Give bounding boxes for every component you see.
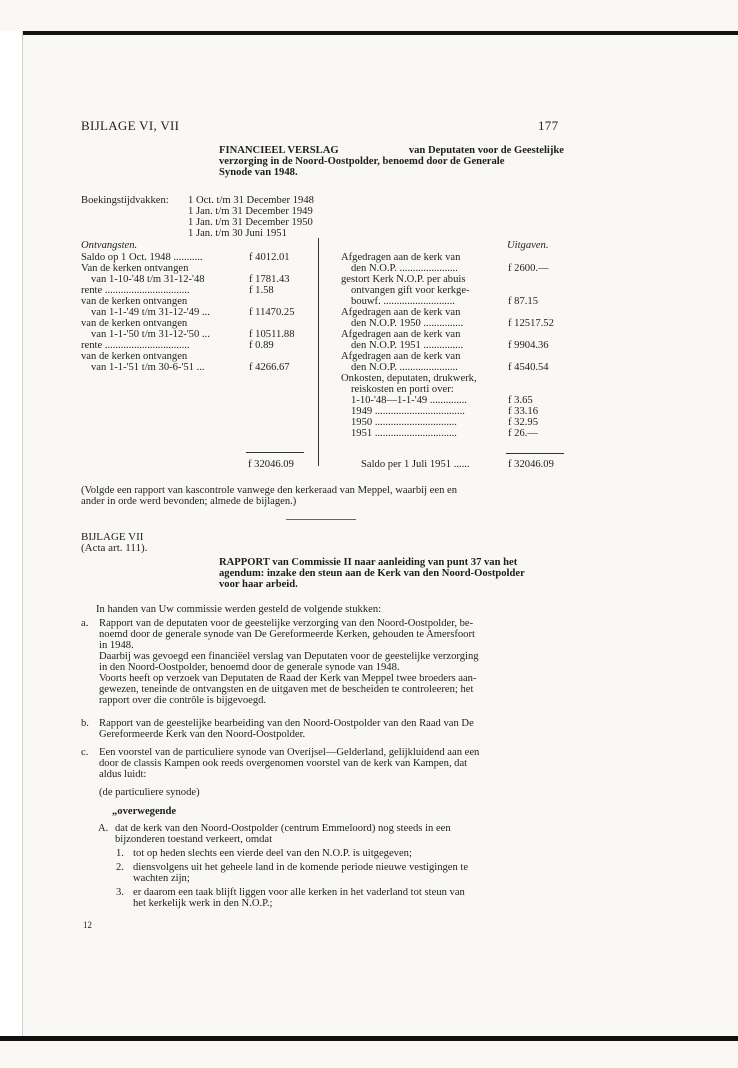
- income-row-amount: f 10511.88: [249, 329, 295, 340]
- report2-title-line3: voor haar arbeid.: [219, 579, 298, 590]
- expense-row-label: 1950 ...............................: [351, 417, 457, 428]
- expense-row-amount: f 33.16: [508, 406, 539, 417]
- expense-row-label: gestort Kerk N.O.P. per abuis: [341, 274, 466, 285]
- report2-title-line1: RAPPORT van Commissie II naar aanleiding van punt 37 van het: [219, 557, 518, 568]
- expense-row-label: reiskosten en porti over:: [351, 384, 454, 395]
- item-c-line: aldus luidt:: [99, 769, 147, 780]
- point-A-line: dat de kerk van den Noord-Oostpolder (centrum Emmeloord) nog steeds in een: [115, 823, 451, 834]
- income-row-amount: f 1781.43: [249, 274, 290, 285]
- expense-row-label: Afgedragen aan de kerk van: [341, 351, 461, 362]
- item-c-line: Een voorstel van de particuliere synode van Overijsel—Gelderland, gelijkluidend aan een: [99, 747, 480, 758]
- expense-row-label: 1951 ...............................: [351, 428, 457, 439]
- expense-row-label: Afgedragen aan de kerk van: [341, 252, 461, 263]
- particuliere-synode: (de particuliere synode): [99, 787, 200, 798]
- item-a-line: Rapport van de deputaten voor de geestelijke verzorging van den Noord-Oostpolder, be-: [99, 618, 474, 629]
- item-c-marker: c.: [81, 747, 89, 758]
- scan-edge-bottom: [0, 1036, 738, 1041]
- income-heading: Ontvangsten.: [81, 240, 138, 251]
- expense-row-label: 1949 ..................................: [351, 406, 465, 417]
- report2-title-line2: agendum: inzake den steun aan de Kerk van den Noord-Oostpolder: [219, 568, 525, 579]
- scan-edge-top: [0, 31, 738, 35]
- point-A-marker: A.: [98, 823, 109, 834]
- expense-row-amount: f 3.65: [508, 395, 533, 406]
- income-row-label: Van de kerken ontvangen: [81, 263, 189, 274]
- item-a-line: gewezen, teneinde de ontvangsten en de uitgaven met de bescheiden te controleeren; het: [99, 684, 474, 695]
- expenses-total: f 32046.09: [508, 459, 554, 470]
- expenses-heading: Uitgaven.: [507, 240, 549, 251]
- expense-row-label: 1-10-'48—1-1-'49 ..............: [351, 395, 467, 406]
- point-A-line: bijzonderen toestand verkeert, omdat: [115, 834, 273, 845]
- expense-row-amount: f 2600.—: [508, 263, 549, 274]
- numbered-item-line: er daarom een taak blijft liggen voor alle kerken in het vaderland tot steun van: [133, 887, 465, 898]
- income-row-label: van de kerken ontvangen: [81, 296, 188, 307]
- signature-mark: 12: [83, 920, 92, 930]
- expense-row-label: Afgedragen aan de kerk van: [341, 329, 461, 340]
- item-a-line: in den Noord-Oostpolder, benoemd door de generale synode van 1948.: [99, 662, 400, 673]
- numbered-item-marker: 1.: [116, 848, 124, 859]
- report1-title-line3: Synode van 1948.: [219, 167, 298, 178]
- income-row-amount: f 11470.25: [249, 307, 295, 318]
- expense-row-label: den N.O.P. ......................: [351, 263, 458, 274]
- income-row-label: van 1-1-'49 t/m 31-12-'49 ...: [91, 307, 210, 318]
- item-c-line: door de classis Kampen ook reeds overgenomen voorstel van de kerk van Kampen, dat: [99, 758, 468, 769]
- bijlage7-title: BIJLAGE VII: [81, 531, 144, 543]
- report1-title-bold: FINANCIEEL VERSLAG: [219, 145, 339, 156]
- body-intro: In handen van Uw commissie werden gesteld de volgende stukken:: [96, 604, 382, 615]
- booking-period: 1 Jan. t/m 30 Juni 1951: [188, 228, 287, 239]
- item-a-line: Daarbij was gevoegd een financiëel verslag van Deputaten voor de geestelijke verzorging: [99, 651, 479, 662]
- income-row-label: van 1-1-'50 t/m 31-12-'50 ...: [91, 329, 210, 340]
- income-row-label: van de kerken ontvangen: [81, 351, 188, 362]
- expense-row-amount: f 4540.54: [508, 362, 549, 373]
- expense-row-label: ontvangen gift voor kerkge-: [351, 285, 470, 296]
- expenses-total-rule: [506, 453, 564, 454]
- expense-row-amount: f 9904.36: [508, 340, 549, 351]
- income-row-label: van 1-10-'48 t/m 31-12-'48: [91, 274, 205, 285]
- item-b-line: Rapport van de geestelijke bearbeiding van den Noord-Oostpolder van den Raad van De: [99, 718, 474, 729]
- expense-row-amount: f 12517.52: [508, 318, 554, 329]
- section-divider: [286, 519, 356, 520]
- expense-row-label: Afgedragen aan de kerk van: [341, 307, 461, 318]
- income-row-amount: f 1.58: [249, 285, 274, 296]
- expense-row-amount: f 87.15: [508, 296, 539, 307]
- ledger-divider: [318, 238, 319, 466]
- item-a-marker: a.: [81, 618, 89, 629]
- income-row-label: rente ................................: [81, 285, 190, 296]
- booking-period: 1 Jan. t/m 31 December 1950: [188, 217, 313, 228]
- page-number: 177: [538, 118, 559, 133]
- income-row-label: van de kerken ontvangen: [81, 318, 188, 329]
- income-total-rule: [246, 452, 304, 453]
- report1-title-line1: [219, 145, 564, 156]
- income-row-label: rente ................................: [81, 340, 190, 351]
- expense-row-label: den N.O.P. 1951 ...............: [351, 340, 464, 351]
- numbered-item-line: het kerkelijk werk in den N.O.P.;: [133, 898, 273, 909]
- note-line2: ander in orde werd bevonden; almede de bijlagen.): [81, 496, 297, 507]
- report1-title-rest: van Deputaten voor de Geestelijke: [408, 145, 564, 156]
- expense-row-amount: f 32.95: [508, 417, 539, 428]
- expense-row-amount: f 26.—: [508, 428, 539, 439]
- expense-row-label: Onkosten, deputaten, drukwerk,: [341, 373, 477, 384]
- item-b-line: Gereformeerde Kerk van den Noord-Oostpolder.: [99, 729, 306, 740]
- saldo-label: Saldo per 1 Juli 1951 ......: [361, 459, 470, 470]
- scan-edge-left: [0, 31, 23, 1037]
- income-row-label: Saldo op 1 Oct. 1948 ...........: [81, 252, 203, 263]
- numbered-item-marker: 3.: [116, 887, 124, 898]
- item-a-line: Voorts heeft op verzoek van Deputaten de Raad der Kerk van Meppel twee broeders aan-: [99, 673, 477, 684]
- note-line1: (Volgde een rapport van kascontrole vanwege den kerkeraad van Meppel, waarbij een en: [81, 485, 458, 496]
- booking-period: 1 Oct. t/m 31 December 1948: [188, 195, 314, 206]
- numbered-item-line: tot op heden slechts een vierde deel van den N.O.P. is uitgegeven;: [133, 848, 412, 859]
- item-b-marker: b.: [81, 718, 89, 729]
- expense-row-label: den N.O.P. 1950 ...............: [351, 318, 464, 329]
- income-row-amount: f 0.89: [249, 340, 274, 351]
- bijlage7-ref: (Acta art. 111).: [81, 542, 148, 554]
- income-row-label: van 1-1-'51 t/m 30-6-'51 ...: [91, 362, 205, 373]
- numbered-item-line: wachten zijn;: [133, 873, 190, 884]
- running-header: BIJLAGE VI, VII: [81, 118, 180, 133]
- report1-title-line2: verzorging in de Noord-Oostpolder, benoemd door de Generale: [219, 156, 505, 167]
- item-a-line: in 1948.: [99, 640, 134, 651]
- booking-period: 1 Jan. t/m 31 December 1949: [188, 206, 313, 217]
- income-row-amount: f 4012.01: [249, 252, 290, 263]
- item-a-line: noemd door de generale synode van De Gereformeerde Kerken, gehouden te Amersfoort: [99, 629, 475, 640]
- expense-row-label: den N.O.P. ......................: [351, 362, 458, 373]
- numbered-item-line: diensvolgens uit het geheele land in de komende periode nieuwe vestigingen te: [133, 862, 469, 873]
- booking-label: Boekingstijdvakken:: [81, 195, 169, 206]
- income-total: f 32046.09: [248, 459, 294, 470]
- income-row-amount: f 4266.67: [249, 362, 290, 373]
- overwegende: „overwegende: [112, 806, 177, 817]
- expense-row-label: bouwf. ...........................: [351, 296, 455, 307]
- item-a-line: rapport over die contrôle is bijgevoegd.: [99, 695, 267, 706]
- numbered-item-marker: 2.: [116, 862, 124, 873]
